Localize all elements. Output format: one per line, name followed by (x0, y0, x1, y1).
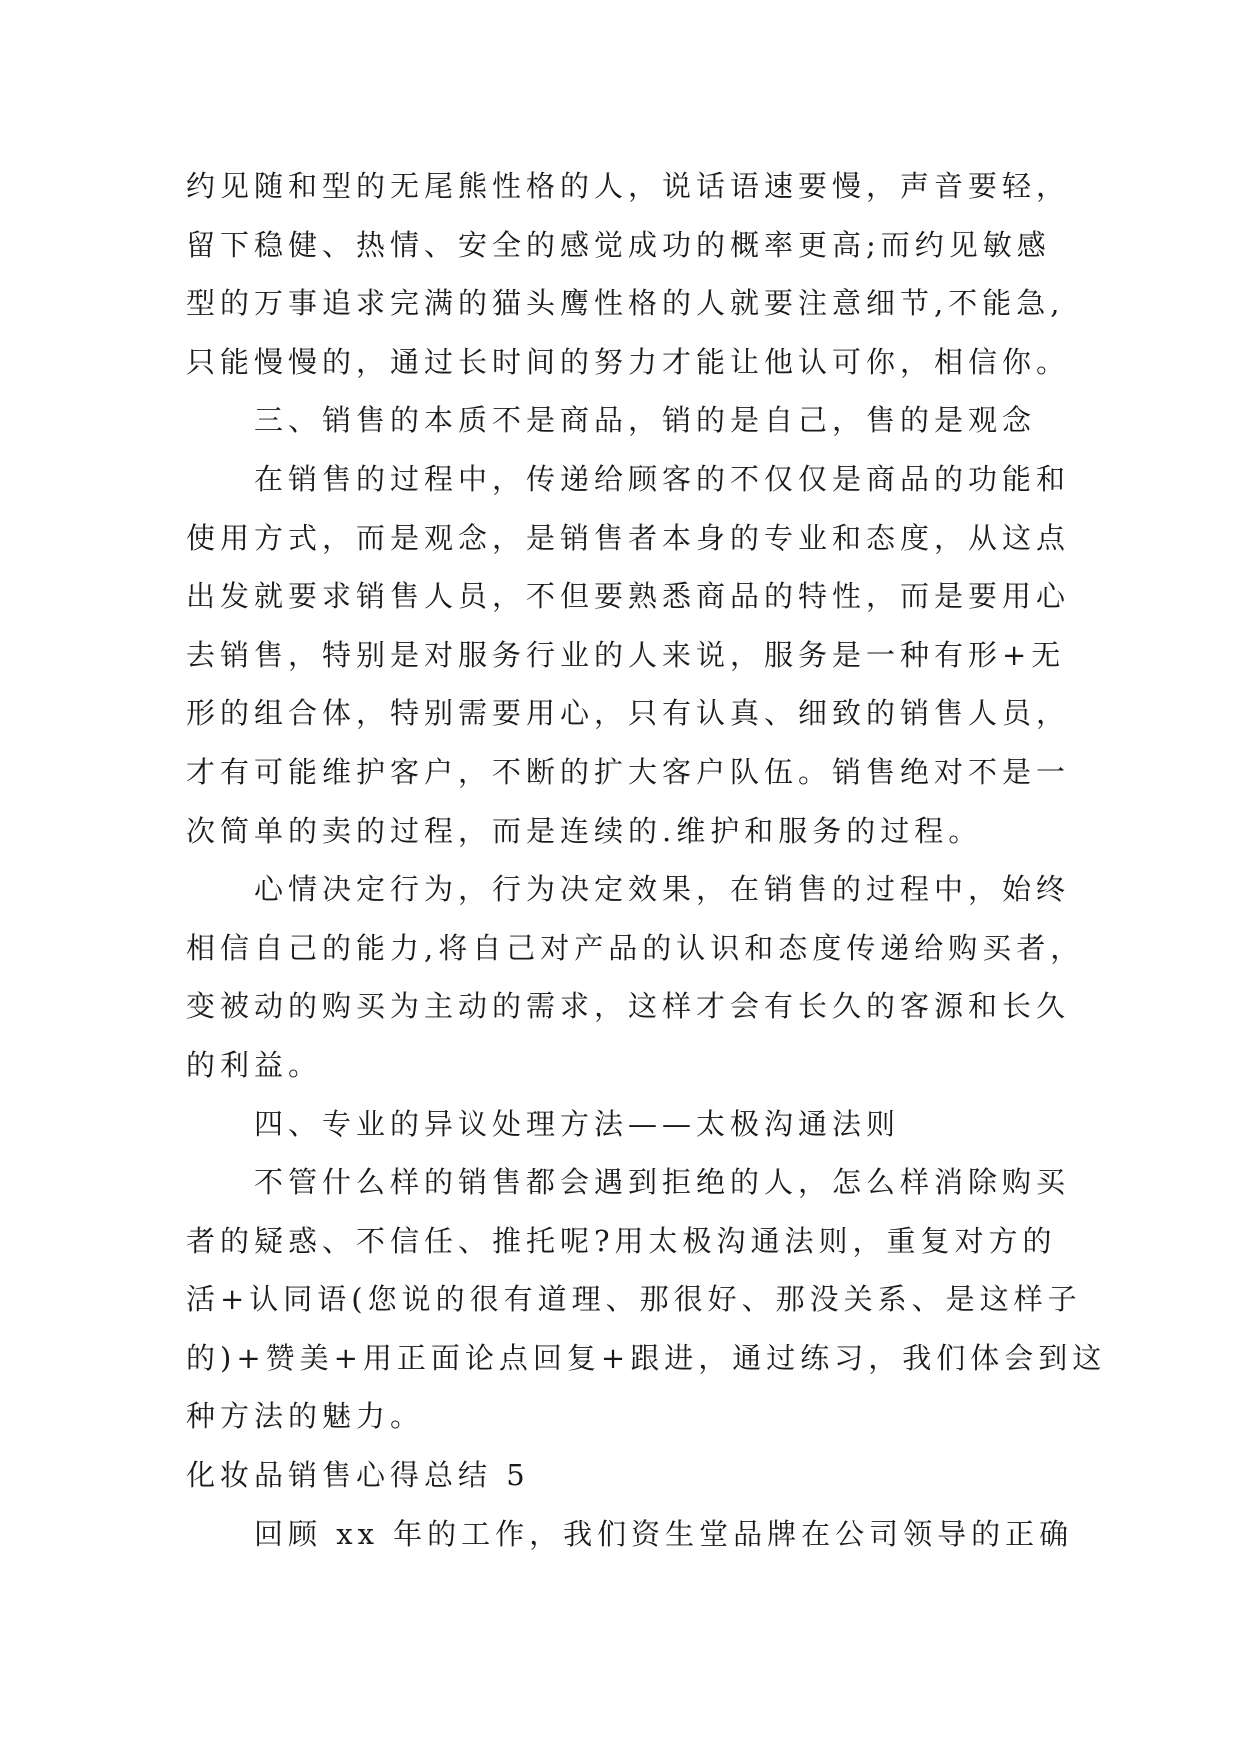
text-line: 使用方式，而是观念，是销售者本身的专业和态度，从这点 (186, 520, 1071, 555)
text-line: 次简单的卖的过程，而是连续的.维护和服务的过程。 (186, 813, 983, 848)
text-line: 在销售的过程中，传递给顾客的不仅仅是商品的功能和 (254, 461, 1071, 496)
text-line: 的)+赞美+用正面论点回复+跟进，通过练习，我们体会到这 (186, 1340, 1107, 1375)
text-line: 才有可能维护客户，不断的扩大客户队伍。销售绝对不是一 (186, 754, 1071, 789)
text-line: 不管什么样的销售都会遇到拒绝的人，怎么样消除购买 (254, 1165, 1071, 1200)
text-line: 出发就要求销售人员，不但要熟悉商品的特性，而是要用心 (186, 579, 1071, 614)
text-line: 去销售，特别是对服务行业的人来说，服务是一种有形+无 (186, 637, 1066, 672)
text-line: 相信自己的能力,将自己对产品的认识和态度传递给购买者， (186, 930, 1085, 965)
text-line: 心情决定行为，行为决定效果，在销售的过程中，始终 (254, 872, 1071, 907)
text-line: 回顾 xx 年的工作，我们资生堂品牌在公司领导的正确 (254, 1516, 1074, 1551)
text-line: 种方法的魅力。 (186, 1399, 425, 1434)
section-heading: 三、销售的本质不是商品，销的是自己，售的是观念 (254, 403, 1037, 438)
text-line: 变被动的购买为主动的需求，这样才会有长久的客源和长久 (186, 989, 1071, 1024)
text-line: 的利益。 (186, 1047, 323, 1082)
text-line: 型的万事追求完满的猫头鹰性格的人就要注意细节,不能急, (186, 286, 1065, 321)
section-heading: 四、专业的异议处理方法——太极沟通法则 (254, 1106, 901, 1141)
text-line: 者的疑惑、不信任、推托呢?用太极沟通法则，重复对方的 (186, 1223, 1057, 1258)
document-body (186, 157, 1107, 1563)
text-line: 约见随和型的无尾熊性格的人，说话语速要慢，声音要轻， (186, 169, 1071, 203)
text-line: 形的组合体，特别需要用心，只有认真、细致的销售人员， (186, 696, 1071, 731)
text-line: 留下稳健、热情、安全的感觉成功的概率更高;而约见敏感 (186, 227, 1051, 262)
text-line: 活+认同语(您说的很有道理、那很好、那没关系、是这样子 (186, 1282, 1082, 1317)
document-subtitle: 化妆品销售心得总结 5 (186, 1458, 530, 1493)
text-line: 只能慢慢的，通过长时间的努力才能让他认可你，相信你。 (186, 344, 1071, 379)
